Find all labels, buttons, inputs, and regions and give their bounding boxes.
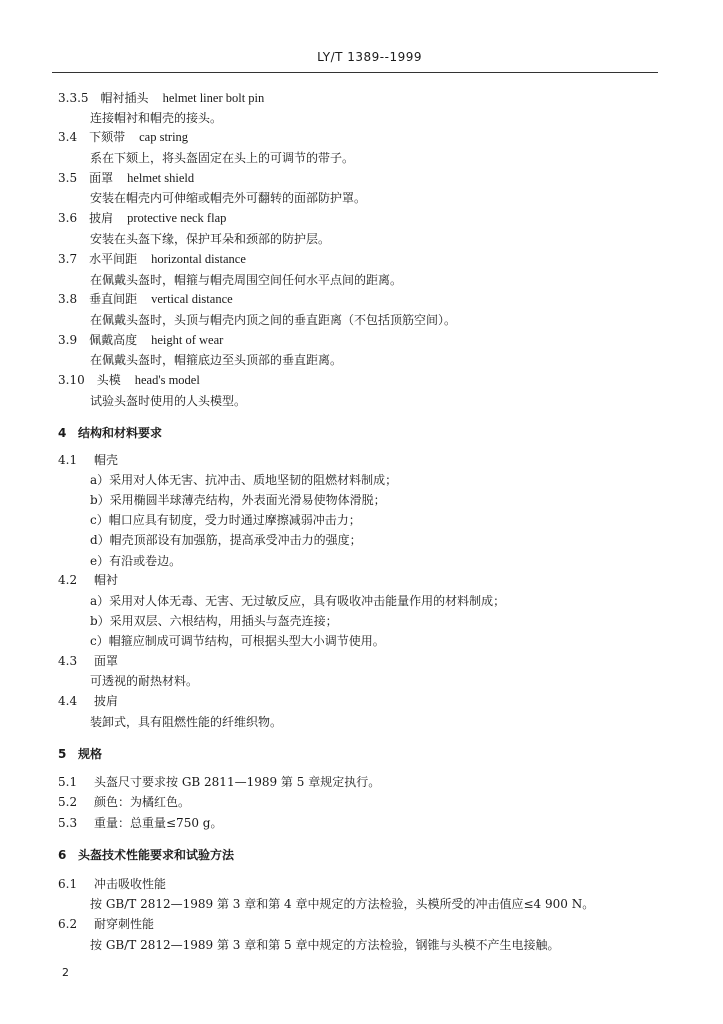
term-entry: [58, 332, 223, 348]
section-heading: [58, 746, 102, 762]
list-item: [90, 613, 338, 629]
subsection-number: 5.1: [58, 775, 78, 789]
list-item: [90, 492, 386, 508]
definition-text: [90, 896, 594, 912]
definition-text: [90, 393, 246, 409]
subsection-heading: [58, 693, 118, 709]
list-item: [90, 472, 397, 488]
page-header: [52, 50, 658, 73]
term-chinese: 头模: [96, 373, 121, 387]
list-item-text: c）帽箍应制成可调节结构，可根据头型大小调节使用。: [90, 634, 385, 648]
term-entry: [58, 291, 233, 307]
paragraph-text: 试验头盔时使用的人头模型。: [90, 394, 247, 408]
list-item-text: c）帽口应具有韧度，受力时通过摩擦减弱冲击力；: [90, 513, 361, 527]
paragraph-text: 按 GB/T 2812—1989 第 3 章和第 5 章中规定的方法检验，钢锥与头模不产生电接触。: [90, 938, 560, 952]
subsection-heading: [58, 653, 118, 669]
term-english: protective neck flap: [127, 211, 227, 225]
subsection-heading: [58, 774, 380, 790]
term-number: 3.10: [58, 373, 85, 387]
section-title: 规格: [78, 747, 103, 761]
term-entry: [58, 170, 194, 186]
definition-text: [90, 110, 222, 126]
subsection-heading: [58, 876, 166, 892]
paragraph-text: 连接帽衬和帽壳的接头。: [90, 111, 223, 125]
list-item: [90, 633, 385, 649]
list-item-text: a）采用对人体无毒、无害、无过敏反应，具有吸收冲击能量作用的材料制成；: [90, 594, 506, 608]
term-entry: [58, 210, 226, 226]
term-number: 3.8: [58, 292, 78, 306]
term-chinese: 垂直间距: [89, 292, 138, 306]
subsection-number: 6.2: [58, 917, 78, 931]
list-item: [90, 532, 362, 548]
definition-text: [90, 231, 330, 247]
standard-code: LY/T 1389--1999: [317, 50, 422, 64]
term-chinese: 水平间距: [89, 252, 138, 266]
section-number: 5: [58, 747, 67, 761]
term-english: vertical distance: [151, 292, 233, 306]
definition-text: [90, 150, 354, 166]
section-title: 头盔技术性能要求和试验方法: [78, 848, 235, 862]
subsection-title: 披肩: [94, 694, 119, 708]
subsection-number: 4.2: [58, 573, 78, 587]
term-chinese: 帽衬插头: [100, 91, 149, 105]
subsection-title: 冲击吸收性能: [94, 877, 167, 891]
list-item: [90, 512, 361, 528]
term-entry: [58, 129, 188, 145]
section-title: 结构和材料要求: [78, 426, 163, 440]
list-item: [90, 553, 181, 569]
section-number: 4: [58, 426, 67, 440]
term-number: 3.7: [58, 252, 78, 266]
term-english: head's model: [134, 373, 200, 387]
subsection-title: 重量：总重量≤750 g。: [94, 816, 223, 830]
subsection-title: 帽衬: [94, 573, 119, 587]
term-number: 3.5: [58, 171, 78, 185]
subsection-title: 面罩: [94, 654, 119, 668]
list-item-text: d）帽壳顶部设有加强筋，提高承受冲击力的强度；: [90, 533, 362, 547]
term-chinese: 披肩: [89, 211, 114, 225]
paragraph-text: 在佩戴头盔时，头顶与帽壳内顶之间的垂直距离（不包括顶筋空间）。: [90, 313, 457, 327]
term-chinese: 下颏带: [89, 130, 126, 144]
subsection-number: 5.3: [58, 816, 78, 830]
definition-text: [90, 673, 198, 689]
definition-text: [90, 312, 456, 328]
list-item-text: b）采用双层、六根结构，用插头与盔壳连接；: [90, 614, 338, 628]
subsection-title: 颜色：为橘红色。: [94, 795, 191, 809]
subsection-number: 6.1: [58, 877, 78, 891]
subsection-number: 5.2: [58, 795, 78, 809]
term-number: 3.9: [58, 333, 78, 347]
definition-text: [90, 937, 560, 953]
term-entry: [58, 251, 246, 267]
term-english: cap string: [139, 130, 189, 144]
paragraph-text: 系在下颏上，将头盔固定在头上的可调节的带子。: [90, 151, 355, 165]
definition-text: [90, 190, 366, 206]
list-item-text: a）采用对人体无害、抗冲击、质地坚韧的阻燃材料制成；: [90, 473, 398, 487]
subsection-heading: [58, 916, 154, 932]
paragraph-text: 可透视的耐热材料。: [90, 674, 199, 688]
list-item: [90, 593, 505, 609]
paragraph-text: 在佩戴头盔时，帽箍底边至头顶部的垂直距离。: [90, 353, 343, 367]
definition-text: [90, 352, 342, 368]
page-number: 2: [62, 966, 69, 979]
list-item-text: e）有沿或卷边。: [90, 554, 182, 568]
paragraph-text: 装卸式，具有阻燃性能的纤维织物。: [90, 715, 283, 729]
term-chinese: 佩戴高度: [89, 333, 138, 347]
paragraph-text: 安装在头盔下缘，保护耳朵和颈部的防护层。: [90, 232, 331, 246]
term-entry: [58, 372, 200, 388]
term-chinese: 面罩: [89, 171, 114, 185]
term-english: helmet liner bolt pin: [162, 91, 265, 105]
subsection-heading: [58, 452, 118, 468]
subsection-number: 4.3: [58, 654, 78, 668]
term-english: helmet shield: [127, 171, 195, 185]
section-heading: [58, 847, 234, 863]
subsection-title: 耐穿刺性能: [94, 917, 155, 931]
paragraph-text: 按 GB/T 2812—1989 第 3 章和第 4 章中规定的方法检验，头模所受的冲击值应≤4 900 N。: [90, 897, 595, 911]
term-number: 3.6: [58, 211, 78, 225]
subsection-number: 4.4: [58, 694, 78, 708]
subsection-number: 4.1: [58, 453, 78, 467]
term-number: 3.3.5: [58, 91, 89, 105]
subsection-heading: [58, 572, 118, 588]
list-item-text: b）采用椭圆半球薄壳结构，外表面光滑易使物体滑脱；: [90, 493, 386, 507]
term-english: horizontal distance: [151, 252, 246, 266]
term-entry: [58, 90, 264, 106]
subsection-heading: [58, 815, 222, 831]
definition-text: [90, 272, 402, 288]
paragraph-text: 安装在帽壳内可伸缩或帽壳外可翻转的面部防护罩。: [90, 191, 367, 205]
term-english: height of wear: [151, 333, 224, 347]
term-number: 3.4: [58, 130, 78, 144]
subsection-title: 帽壳: [94, 453, 119, 467]
section-heading: [58, 425, 162, 441]
subsection-title: 头盔尺寸要求按 GB 2811—1989 第 5 章规定执行。: [94, 775, 381, 789]
paragraph-text: 在佩戴头盔时，帽箍与帽壳周围空间任何水平点间的距离。: [90, 273, 403, 287]
definition-text: [90, 714, 282, 730]
section-number: 6: [58, 848, 67, 862]
subsection-heading: [58, 794, 190, 810]
